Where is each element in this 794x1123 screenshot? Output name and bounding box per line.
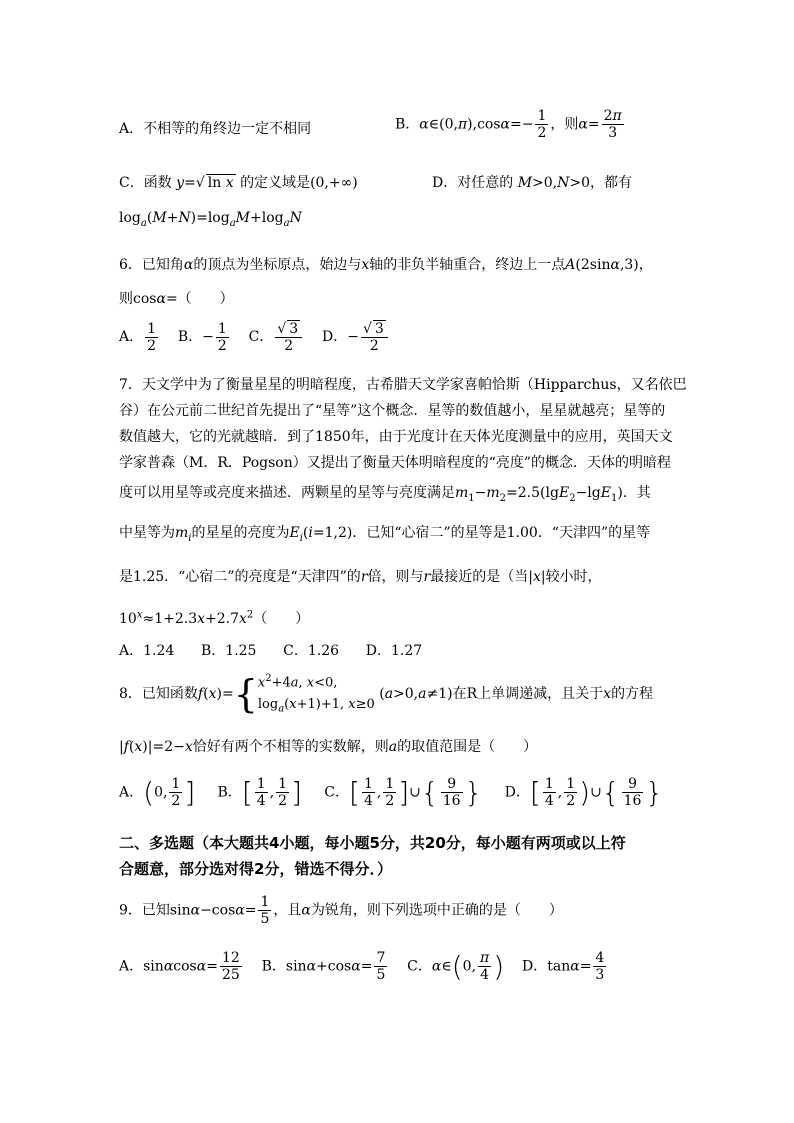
q9-stem: 9．已知sinα−cosα= $\frac{1}{5}$ ，且α为锐角，则下列选项中正确的是（ ） bbox=[119, 894, 563, 928]
q8-opt-b: B． bbox=[217, 784, 242, 801]
q5-option-d-label: D．对任意的 bbox=[432, 175, 514, 191]
q7-line-3: 数值越大，它的光就越暗．到了1850年，由于光度计在天体光度测量中的应用，英国天文 bbox=[119, 429, 673, 445]
q8-text-3: 的方程 bbox=[611, 686, 654, 703]
q6-paren: （ ） bbox=[177, 291, 234, 307]
q6-opt-b: B． bbox=[177, 329, 203, 346]
q7-opt-b: B．1.25 bbox=[201, 643, 257, 659]
q5-option-b-label: B． bbox=[395, 116, 420, 133]
q6-text-3: 轴的非负半轴重合，终边上一点 bbox=[369, 257, 566, 273]
q8-line-2: |f(x)|=2−x恰好有两个不相等的实数解，则a的取值范围是（ ） bbox=[119, 739, 538, 755]
q7-line-7: 是1.25．“心宿二”的亮度是“天津四”的r倍，则与r最接近的是（当|x|较小时， bbox=[119, 569, 602, 585]
q7-text-7c: 最接近的是（当 bbox=[430, 569, 529, 585]
q9-options: A．sinαcosα= $\frac{12}{25}$ B．sinα+cosα= $\frac{7}{5}$ C．α∈(0, $\frac{\pi}{4}$ ) D．tanα= $\frac{4}{3}$ bbox=[119, 950, 605, 984]
q7-line-6: 中星等为$m_i$的星星的亮度为$E_i(i=1,2)$．已知“心宿二”的星等是1.00．“天津四”的星等 bbox=[119, 525, 651, 544]
q6-options: A． $\frac{1}{2}$ B．− $\frac{1}{2}$ C． $\frac{√ 3}{2}$ D．− $\frac{√ 3}{2}$ bbox=[119, 320, 390, 354]
q6-opt-a: A． bbox=[119, 329, 144, 346]
q8-opt-c: C． bbox=[324, 784, 349, 801]
q7-text-7a: 是1.25．“心宿二”的亮度是“天津四”的 bbox=[119, 569, 361, 585]
q7-text-6c: ．已知“心宿二”的星等是1.00．“天津四”的星等 bbox=[352, 525, 651, 541]
q7-text-7d: 较小时， bbox=[545, 569, 602, 585]
q8-stem: 8．已知函数f(x)={ $x^2+4a$, x<0, $\log_a(x+1)+1$, x≥0 (a>0,a≠1)在R上单调递减，且关于x的方程 bbox=[119, 672, 654, 717]
frac: $\frac{1}{2}$ bbox=[537, 108, 547, 142]
q7-paren: （ ） bbox=[253, 611, 310, 627]
q7-text-5: 度可以用星等或亮度来描述．两颗星的星等与亮度满足 bbox=[119, 485, 455, 501]
q7-text-5b: ．其 bbox=[622, 485, 651, 501]
q9-opt-d: D． bbox=[521, 958, 548, 975]
q9-opt-b: B． bbox=[261, 958, 286, 975]
q9-opt-a: A． bbox=[119, 958, 144, 975]
q7-opt-d: D．1.27 bbox=[365, 643, 423, 659]
q5-option-d-formula: $\log_a(M+N)=\log_aM+\log_aN$ bbox=[119, 210, 302, 229]
q5-option-c-label: C．函数 bbox=[119, 175, 172, 191]
q5-option-a-text: A．不相等的角终边一定不相同 bbox=[119, 121, 312, 137]
q6-text-2: 的顶点为坐标原点，始边与 bbox=[193, 257, 362, 273]
q7-opt-a: A．1.24 bbox=[119, 643, 175, 659]
q8-text-5: 的取值范围是（ ） bbox=[397, 739, 538, 755]
q6-stem: 6．已知角α的顶点为坐标原点，始边与x轴的非负半轴重合，终边上一点A(2sinα,3)， bbox=[119, 257, 653, 273]
q6-ask: 则cosα=（ ） bbox=[119, 291, 234, 307]
q5-option-c: C．函数 y=√ ln x 的定义域是(0,+∞) bbox=[119, 175, 358, 191]
q8-opt-a: A． bbox=[119, 784, 144, 801]
q7-text-6a: 中星等为 bbox=[119, 525, 175, 541]
section-heading-line-1: 二、多选题（本大题共4小题，每小题5分，共20分，每小题有两项或以上符 bbox=[119, 834, 626, 852]
q5-option-a bbox=[119, 118, 311, 138]
q7-line-4: 学家普森（M．R．Pogson）又提出了衡量天体明暗程度的“亮度”的概念．天体的明暗程 bbox=[119, 455, 672, 471]
q7-line-2: 谷）在公元前二世纪首先提出了“星等”这个概念．星等的数值越小，星星就越亮；星等的 bbox=[119, 403, 666, 419]
q7-text-7b: 倍，则与 bbox=[367, 569, 424, 585]
section-heading-line-2: 合题意，部分选对得2分，错选不得分．） bbox=[119, 860, 392, 878]
q5-option-d: D．对任意的 M>0,N>0，都有 bbox=[432, 175, 633, 191]
q8-text-4: 恰好有两个不相等的实数解，则 bbox=[192, 739, 389, 755]
q5-option-d-text: ，都有 bbox=[590, 175, 633, 191]
q8-text-2: 在R上单调递减，且关于 bbox=[452, 686, 604, 703]
q6-text-1: 6．已知角 bbox=[119, 257, 184, 273]
frac: $\frac{2\pi}{3}$ bbox=[603, 108, 622, 142]
q8-text-1: 8．已知函数 bbox=[119, 686, 198, 703]
q6-text-4: 则 bbox=[119, 291, 133, 307]
q9-text-2: ，且 bbox=[273, 902, 302, 919]
q6-opt-d: D． bbox=[322, 329, 348, 346]
q5-option-b: B．α∈(0,π),cosα=− $\frac{1}{2}$ ，则α= $\frac{2\pi}{3}$ bbox=[395, 108, 622, 142]
q7-options bbox=[119, 640, 422, 660]
q5-option-c-text: 的定义域是 bbox=[240, 175, 311, 191]
q8-opt-d: D． bbox=[504, 784, 530, 801]
q7-line-8: $10^x\approx 1+2.3x+2.7x^2$（ ） bbox=[119, 609, 310, 627]
q9-text-1: 9．已知 bbox=[119, 902, 170, 919]
q8-options: A．(0, $\frac{1}{2}$ ] B．[ $\frac{1}{4}$ , $\frac{1}{2}$ ] C．[ $\frac{1}{4}$ , $\frac{1}{2}$ ]∪{ $\frac{9}{16}$ } D．[ $\frac{1}{4}$ , $\frac{1}{2}$ )∪{ $\frac{9}{16}$ } bbox=[119, 776, 664, 810]
q9-text-3: 为锐角，则下列选项中正确的是（ ） bbox=[310, 902, 563, 919]
q7-opt-c: C．1.26 bbox=[283, 643, 340, 659]
q9-opt-c: C． bbox=[407, 958, 432, 975]
q6-opt-c: C． bbox=[248, 329, 274, 346]
q7-line-1: 7．天文学中为了衡量星星的明暗程度，古希腊天文学家喜帕恰斯（Hipparchus，又名依巴 bbox=[119, 377, 687, 393]
q7-text-6b: 的星星的亮度为 bbox=[191, 525, 290, 541]
q7-line-5: 度可以用星等或亮度来描述．两颗星的星等与亮度满足$m_1-m_2=2.5(\lg E_2-\lg E_1)$．其 bbox=[119, 485, 651, 504]
